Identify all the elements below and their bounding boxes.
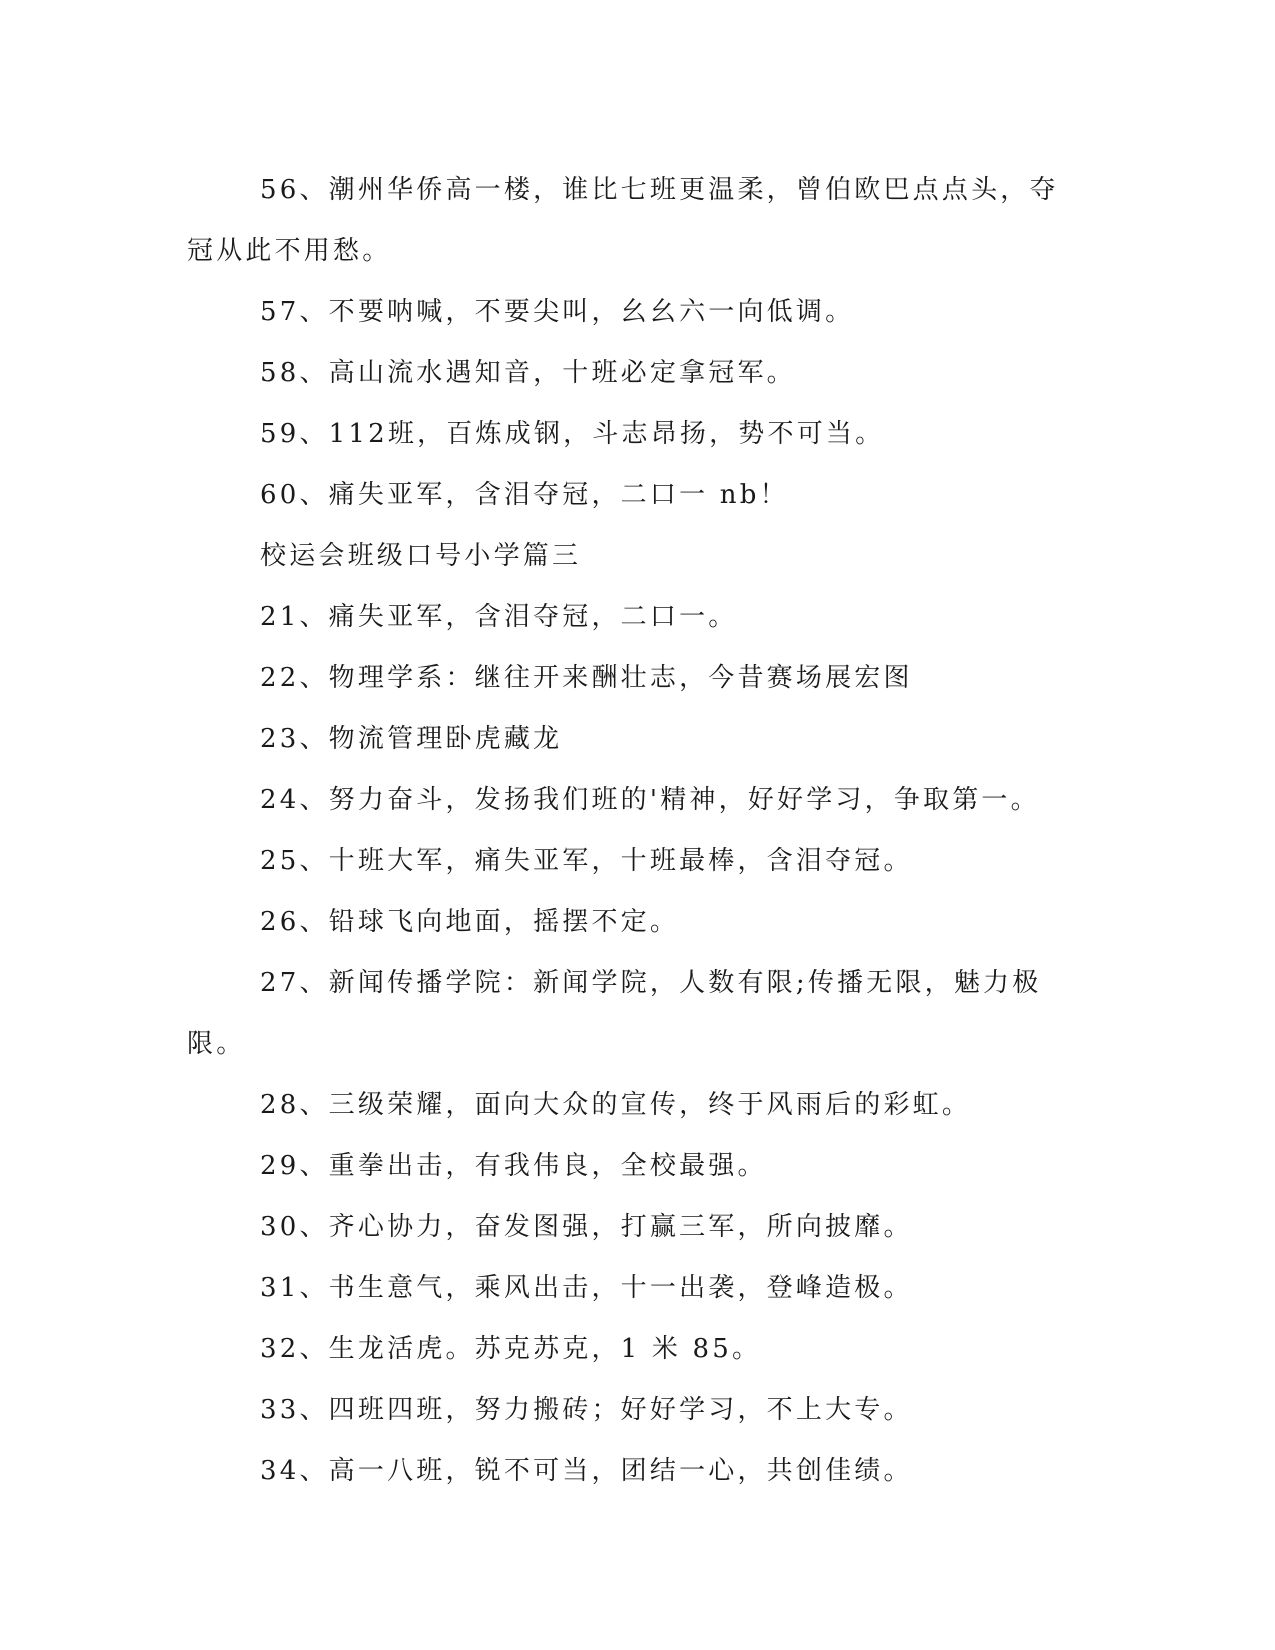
section-heading: 校运会班级口号小学篇三 [260,541,582,571]
paragraph-26: 26、铅球飞向地面，摇摆不定。 [260,907,680,937]
paragraph-27: 27、新闻传播学院：新闻学院，人数有限;传播无限，魅力极限。 [187,968,1042,1059]
paragraph-59: 59、112班，百炼成钢，斗志昂扬，势不可当。 [260,419,885,449]
paragraph-21: 21、痛失亚军，含泪夺冠，二口一。 [260,602,738,632]
paragraph-57: 57、不要呐喊，不要尖叫，幺幺六一向低调。 [260,297,855,327]
paragraph-32: 32、生龙活虎。苏克苏克，1 米 85。 [260,1334,762,1364]
paragraph-58: 58、高山流水遇知音，十班必定拿冠军。 [260,358,796,388]
paragraph-30: 30、齐心协力，奋发图强，打赢三军，所向披靡。 [260,1212,913,1242]
paragraph-24: 24、努力奋斗，发扬我们班的'精神，好好学习，争取第一。 [260,785,1040,815]
paragraph-29: 29、重拳出击，有我伟良，全校最强。 [260,1151,767,1181]
paragraph-22: 22、物理学系：继往开来酬壮志，今昔赛场展宏图 [260,663,913,693]
paragraph-25: 25、十班大军，痛失亚军，十班最棒，含泪夺冠。 [260,846,913,876]
paragraph-34: 34、高一八班，锐不可当，团结一心，共创佳绩。 [260,1456,913,1486]
document-body [187,160,1087,1502]
paragraph-33: 33、四班四班，努力搬砖；好好学习，不上大专。 [260,1395,913,1425]
paragraph-23: 23、物流管理卧虎藏龙 [260,724,563,754]
paragraph-28: 28、三级荣耀，面向大众的宣传，终于风雨后的彩虹。 [260,1090,972,1120]
paragraph-60: 60、痛失亚军，含泪夺冠，二口一 nb！ [260,480,789,510]
paragraph-31: 31、书生意气，乘风出击，十一出袭，登峰造极。 [260,1273,913,1303]
paragraph-56: 56、潮州华侨高一楼，谁比七班更温柔，曾伯欧巴点点头，夺冠从此不用愁。 [187,175,1059,266]
